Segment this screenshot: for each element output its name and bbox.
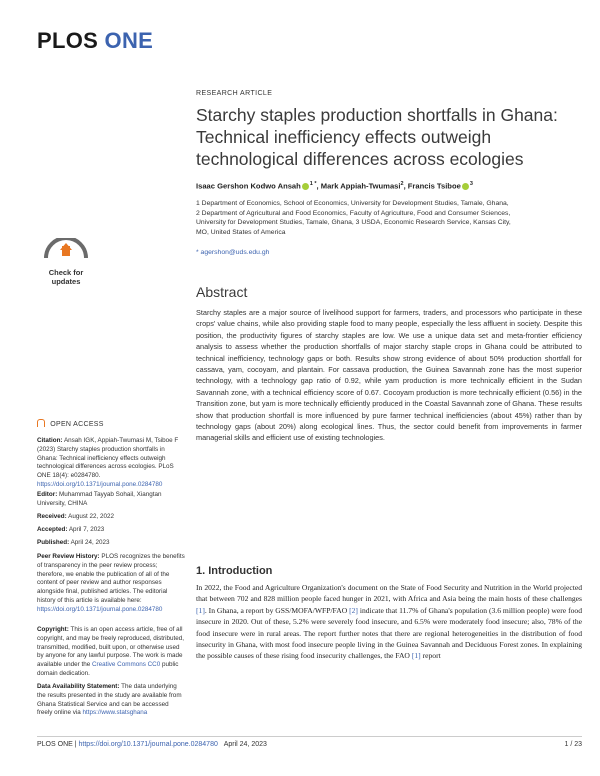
orcid-icon[interactable] xyxy=(302,183,309,190)
check-label-line2: updates xyxy=(51,277,81,286)
reference-link[interactable]: [2] xyxy=(349,605,358,615)
intro-part: . In Ghana, a report by GSS/MOFA/WFP/FAO xyxy=(204,605,348,615)
open-access-label: OPEN ACCESS xyxy=(50,420,104,428)
article-title: Starchy staples production shortfalls in Ghana: Technical inefficiency effects outweigh technological differences across ecologies xyxy=(196,105,558,169)
accepted-block xyxy=(37,526,185,535)
accepted-label: Accepted: xyxy=(37,526,68,533)
footer-divider xyxy=(37,736,582,737)
peer-review-block xyxy=(37,553,185,615)
copyright-link[interactable]: Creative Commons CC0 xyxy=(91,661,161,669)
check-label-line1: Check for xyxy=(48,268,84,277)
logo-one: ONE xyxy=(104,28,154,53)
peer-review-text: PLOS recognizes the benefits of transparency in the peer review process; therefore, we enable the publication of all of the content of peer review and author responses alongside final, published articles. The editorial history of this article is available here: xyxy=(37,553,185,604)
received-date: August 22, 2022 xyxy=(68,513,115,520)
data-availability-link[interactable]: https://www.statsghana xyxy=(82,709,148,717)
open-access-lock-icon xyxy=(37,419,45,427)
editor-block xyxy=(37,491,185,509)
affiliation-line: University for Development Studies, Tamale, Ghana, 3 USDA, Economic Research Service, Kansas City, xyxy=(196,219,511,227)
open-access-badge xyxy=(37,420,104,428)
received-block xyxy=(37,513,185,522)
published-label: Published: xyxy=(37,539,70,546)
abstract-text: Starchy staples are a major source of livelihood support for farmers, traders, and processors who participate in these crops' value chains, while also providing staple food to many people, especially the less affluent in society. Despite this position, the productivity figures of starchy staples are low. We use a unique data set and meta-frontier efficiency analysis to assess whether the production shortfalls of major starchy staple crops in Ghana could be attributed to technical inefficiency, technology gaps or both. Results show strong evidence of about 50% production shortfall for cassava, yam, cocoyam, and plantain. For cassava production, the Guinea Savannah zone has the most superior technology, with a technology gap ratio of 0.92, while yam production is more technically efficient in the Sudan Savannah zone, with a technical efficiency score of 0.67. Cocoyam production is more technically efficient (0.56) in the Transition zone, but yam is more technically efficiently produced in the Coastal Savannah zone of Ghana. These results show that production shortfall is more influenced by pure farmer technical inefficiencies (about 45%) rather than by technology gaps (about 20%) along ecological lines. Thus, the sector could benefit from improvements in farmer managerial skills and efficient use of existing technologies. xyxy=(196,308,582,443)
author-3-sup: 3 xyxy=(469,181,473,187)
received-label: Received: xyxy=(37,513,67,520)
intro-part: In 2022, the Food and Agriculture Organization's document on the State of Food Security and Nutrition in the World projected that between 702 and 828 million people faced hunger in 2021, with Africa and Asia being the main hosts of these challenges xyxy=(196,583,582,604)
footer-journal: PLOS ONE xyxy=(37,741,73,748)
footer-date: April 24, 2023 xyxy=(223,741,267,748)
author-2[interactable]: , Mark Appiah-Twumasi xyxy=(316,181,401,191)
published-block xyxy=(37,539,185,548)
data-availability-block xyxy=(37,683,185,718)
affiliations xyxy=(196,199,580,237)
accepted-date: April 7, 2023 xyxy=(68,526,105,533)
logo-plos: PLOS xyxy=(37,28,99,53)
corresponding-email[interactable]: * agershon@uds.edu.gh xyxy=(196,249,270,256)
citation-link[interactable]: https://doi.org/10.1371/journal.pone.0284780 xyxy=(37,480,163,488)
intro-part: report xyxy=(420,651,441,661)
author-3[interactable]: , Francis Tsiboe xyxy=(403,181,461,191)
copyright-label: Copyright: xyxy=(37,626,69,633)
article-type: RESEARCH ARTICLE xyxy=(196,90,273,97)
editor-text: Muhammad Tayyab Sohail, Xiangtan University, CHINA xyxy=(37,491,162,507)
author-1[interactable]: Isaac Gershon Kodwo Ansah xyxy=(196,181,301,191)
editor-label: Editor: xyxy=(37,491,58,498)
affiliation-line: 1 Department of Economics, School of Economics, University for Development Studies, Tamale, Ghana, xyxy=(196,200,509,207)
data-availability-text: The data underlying the results presented in the study are available from Ghana Statistical Service and can be accessed freely online via xyxy=(37,683,182,717)
peer-review-link[interactable]: https://doi.org/10.1371/journal.pone.0284780 xyxy=(37,605,163,613)
citation-block xyxy=(37,437,185,490)
author-1-sup: 1 * xyxy=(309,181,317,187)
reference-link[interactable]: [1] xyxy=(411,651,421,661)
affiliation-line: 2 Department of Agricultural and Food Economics, Faculty of Agriculture, Food and Consumer Sciences, xyxy=(196,209,511,217)
citation-label: Citation: xyxy=(37,437,63,444)
author-list xyxy=(196,181,586,191)
affiliation-line: MO, United States of America xyxy=(196,228,286,236)
peer-review-label: Peer Review History: xyxy=(37,553,100,560)
copyright-text: This is an open access article, free of all copyright, and may be freely reproduced, distributed, transmitted, modified, built upon, or otherwise used by anyone for any lawful purpose. The work is made available under the xyxy=(37,626,185,669)
published-date: April 24, 2023 xyxy=(70,539,110,546)
intro-part: indicate that 11.7% of Ghana's population (3.6 million people) were food insecure in 2020. Out of these, 5.2% were severely food insecure, and 6.5% were moderately food insecure; also, 78% of the food insecure were in rural areas. The report further notes that there are regional heterogeneities in the distribution of food insecurity in Ghana, with most food insecure people living in the Guinea Savannah and Deciduous Forest zones. In explaining the possible causes of these rising food insecurity challenges, the FAO xyxy=(196,605,582,661)
introduction-heading: 1. Introduction xyxy=(196,565,273,577)
abstract-heading: Abstract xyxy=(196,284,248,300)
data-availability-label: Data Availability Statement: xyxy=(37,683,120,690)
footer-separator: | xyxy=(72,741,79,748)
author-2-sup: 2 xyxy=(400,181,404,187)
reference-link[interactable]: [1] xyxy=(196,605,205,615)
journal-logo xyxy=(37,28,153,54)
copyright-tail: public domain dedication. xyxy=(37,661,179,677)
footer-doi-link[interactable]: https://doi.org/10.1371/journal.pone.0284780 xyxy=(78,741,218,748)
page-footer xyxy=(37,741,267,748)
copyright-block xyxy=(37,626,185,679)
orcid-icon[interactable] xyxy=(462,183,469,190)
page-number: 1 / 23 xyxy=(564,741,582,748)
introduction-text xyxy=(196,582,582,662)
citation-text: Ansah IGK, Appiah-Twumasi M, Tsiboe F (2023) Starchy staples production shortfalls in Ghana: Technical inefficiency effects outweigh technological differences across ecologies. PLoS ONE 18(4): e0284780. xyxy=(37,437,179,480)
check-for-updates-label[interactable] xyxy=(36,268,96,286)
